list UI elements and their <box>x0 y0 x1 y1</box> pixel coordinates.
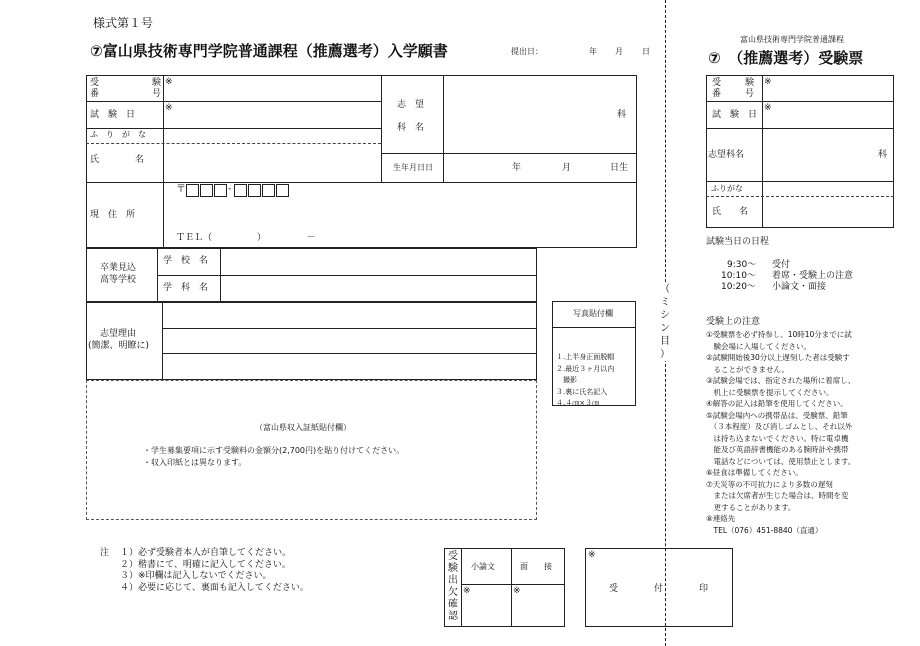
ticket-name-label: 氏 名 <box>712 207 749 217</box>
notes-prefix: 注 <box>100 548 110 558</box>
birthdate-label: 生年月日日 <box>393 163 433 172</box>
course-suffix: 科 <box>617 110 627 120</box>
photo-notes: １.上半身正面脱帽 ２.最近３ヶ月以内 撮影 ３.裏に氏名記入 ４.４㎝×３㎝ <box>556 353 615 407</box>
furigana-label: ふ り が な <box>90 130 146 139</box>
ticket-date-asterisk: ※ <box>764 103 772 113</box>
stamp-title: （富山県収入証紙貼付欄） <box>255 423 351 432</box>
postal-mark: 〒 <box>176 184 186 195</box>
perforation-label: （ ミ シ ン 目 ） <box>660 284 670 360</box>
reception-asterisk: ※ <box>588 550 596 560</box>
birth-month: 月 <box>562 163 572 173</box>
exam-number-asterisk: ※ <box>165 77 173 87</box>
school-label-2: 高等学校 <box>100 275 137 285</box>
attendance-label: 受 験 出 欠 確 認 <box>448 551 458 622</box>
photo-label: 写真貼付欄 <box>573 309 613 318</box>
birth-year: 年 <box>512 163 522 173</box>
school-label: 卒業見込 <box>100 263 137 273</box>
desired-course-label: 志 望 <box>397 100 425 110</box>
ticket-course-label: 志望科名 <box>708 150 745 160</box>
school-name-label: 学 校 名 <box>163 256 209 266</box>
ticket-furigana-label: ふりがな <box>711 184 743 193</box>
essay-label: 小論文 <box>471 562 495 571</box>
reception-label: 受 付 印 <box>609 584 709 594</box>
department-label: 学 科 名 <box>163 283 209 293</box>
reason-label-2: (簡潔、明瞭に) <box>88 341 150 351</box>
exam-date-asterisk: ※ <box>165 103 173 113</box>
schedule-title: 試験当日の日程 <box>706 237 770 247</box>
birth-day: 日生 <box>610 163 629 173</box>
reason-label: 志望理由 <box>100 329 137 339</box>
form-number: 様式第１号 <box>93 16 154 30</box>
stamp-note-1: ・学生募集要項に示す受験料の金額分(2,700円)を貼り付けてください。 <box>143 446 405 455</box>
address-label: 現 住 所 <box>90 210 136 220</box>
name-label: 氏 名 <box>90 155 145 165</box>
stamp-note-2: ・収入印紙とは異なります。 <box>143 458 247 467</box>
form-title: ⑦富山県技術専門学院普通課程（推薦選考）入学願書 <box>90 42 448 60</box>
ticket-school: 富山県技術専門学院普通課程 <box>740 35 844 44</box>
cautions-list: ①受験票を必ず持参し、10時10分までに試 験会場に入場してください。 ②試験開始後30分以上遅刻した者は受験す ることができません。 ③試験会場では、指定された場所に着席し、 机上に受験票を提示してください。 ④解答の記入は鉛筆を使用してください。 ⑤試験会場内への携帯品は、受験票、鉛筆 （３本程度）及び消しゴムとし、それ以外 は持ち込まないでください。特に電卓機 能及び英語辞書機能のある腕時計や携帯 電話などについては、使用禁止とします。 ⑥昼食は準備してください。 ⑦天災等の不可抗力により多数の遅刻 または欠席者が生じた場合は、時間を変 更することがあります。 ⑧連絡先 TEL（076）451-8840（直通） <box>706 330 856 535</box>
interview-asterisk: ※ <box>513 586 521 596</box>
desired-course-label-2: 科 名 <box>397 123 425 133</box>
tel-field: ＴＥＬ（ ） － <box>176 233 316 243</box>
interview-label: 面 接 <box>520 562 552 571</box>
exam-date-label: 試 験 日 <box>90 110 136 120</box>
ticket-number-asterisk: ※ <box>764 77 772 87</box>
reason-table <box>86 302 537 380</box>
ticket-title: ⑦ （推薦選考）受験票 <box>708 49 864 67</box>
notes-list: １）必ず受験者本人が自筆してください。 ２）楷書にて、明確に記入してください。 ３）※印欄は記入しないでください。 ４）必要に応じて、裏面も記入してください。 <box>120 548 309 593</box>
cautions-title: 受験上の注意 <box>706 317 761 327</box>
ticket-exam-date-label: 試 験 日 <box>712 110 758 120</box>
ticket-course-suffix: 科 <box>878 150 888 160</box>
essay-asterisk: ※ <box>463 586 471 596</box>
